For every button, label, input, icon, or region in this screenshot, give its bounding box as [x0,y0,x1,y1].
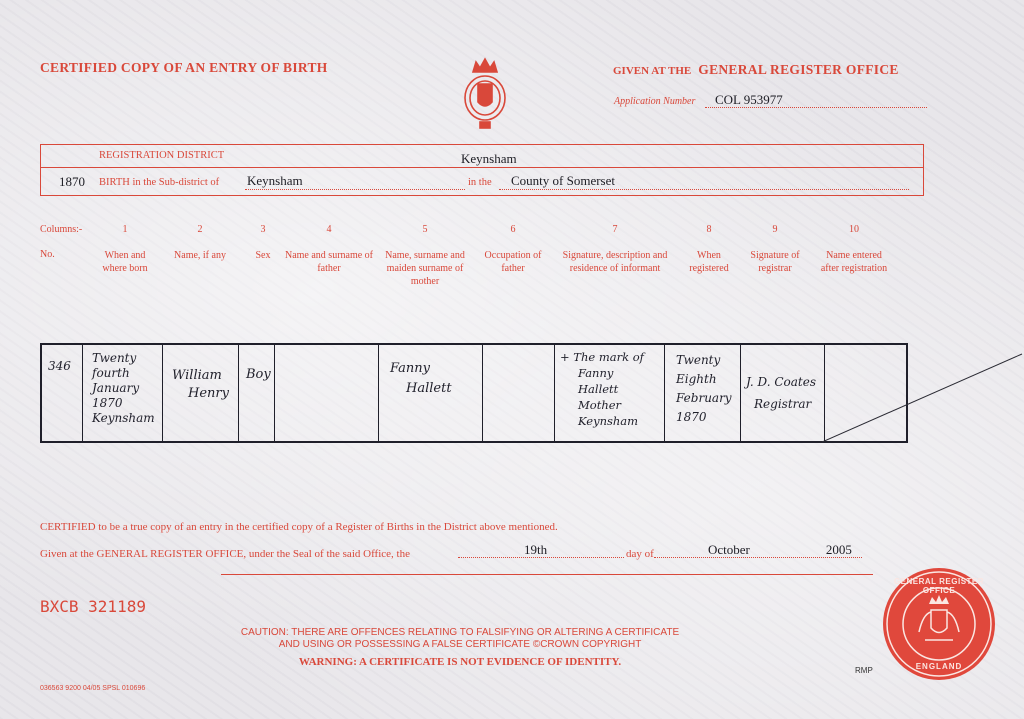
application-field [705,91,927,108]
serial-number: BXCB 321189 [40,597,146,616]
header-sex: Sex [255,250,271,261]
given-text: Given at the GENERAL REGISTER OFFICE, under the Seal of the said Office, the [40,548,410,560]
district-label: REGISTRATION DISTRICT [99,150,225,161]
header-occupation: Occupation of father [484,250,542,274]
application-label: Application Number [614,96,696,107]
royal-crest-icon [460,52,510,132]
certification-year: 2005 [825,542,852,557]
entry-year: 1870 [59,174,85,189]
header-name: Name, if any [174,250,226,261]
certification-rule [221,574,873,575]
columns-label: Columns:- [40,224,83,235]
seal-bottom-text: ENGLAND [915,662,963,671]
header-registrar: Signature of registrar [750,250,800,274]
certified-text: CERTIFIED to be a true copy of an entry in the certified copy of a Register of Births in the District above mentioned. [40,521,558,533]
column-number-2: 2 [197,224,203,235]
caution-notice [160,627,760,651]
warning-notice: WARNING: A CERTIFICATE IS NOT EVIDENCE OF IDENTITY. [298,656,622,668]
sub-district-field [245,172,465,190]
entry-child-name: William Henry [172,368,229,401]
column-number-5: 5 [422,224,428,235]
entry-informant: + The mark of Fanny Hallett Mother Keynsham [560,350,644,428]
column-number-8: 8 [706,224,712,235]
day-field [458,541,624,558]
column-number-3: 3 [260,224,266,235]
day-of-label: day of [626,548,654,560]
certification-month: October [708,542,750,557]
caution-line-1: CAUTION: THERE ARE OFFENCES RELATING TO FALSIFYING OR ALTERING A CERTIFICATE [240,627,680,638]
column-number-9: 9 [772,224,778,235]
entry-registrar: J. D. Coates Registrar [746,375,816,411]
county-value: County of Somerset [511,173,615,188]
entry-when-where: Twenty fourth January 1870 Keynsham [92,351,155,425]
in-the-label: in the [468,177,492,188]
header-father: Name and surname of father [284,250,374,274]
birth-entry-table [40,343,908,443]
caution-line-2: AND USING OR POSSESSING A FALSE CERTIFICATE ©CROWN COPYRIGHT [278,639,642,650]
header-informant: Signature, description and residence of informant [562,250,668,274]
column-number-6: 6 [510,224,516,235]
header-mother: Name, surname and maiden surname of mother [385,250,465,287]
certification-day: 19th [524,542,548,557]
entry-number: 346 [48,359,71,373]
month-year-field [654,541,862,558]
rmp-mark: RMP [855,666,873,675]
header-name-after: Name entered after registration [820,250,888,274]
birth-subdistrict-label: BIRTH in the Sub-district of [99,177,220,188]
application-number: COL 953977 [715,92,783,107]
sub-district-value: Keynsham [247,173,303,188]
column-number-7: 7 [612,224,618,235]
print-code: 036563 9200 04/05 SPSL 010696 [40,685,146,692]
given-at-prefix: GIVEN AT THE [613,65,692,77]
district-divider [41,167,923,168]
registration-district-box [40,144,924,196]
column-number-1: 1 [122,224,128,235]
office-name: GENERAL REGISTER OFFICE [698,62,899,77]
seal-top-text: GENERAL REGISTER OFFICE [893,577,985,595]
given-at-header [613,61,899,79]
column-number-4: 4 [326,224,332,235]
header-when-registered: When registered [689,250,729,274]
column-number-10: 10 [849,224,859,235]
cancellation-line [822,350,1024,446]
general-register-office-seal [883,568,995,680]
county-field [499,172,909,190]
no-label: No. [40,249,55,260]
entry-sex: Boy [246,367,271,382]
entry-registered: Twenty Eighth February 1870 [676,353,732,424]
district-value: Keynsham [461,151,517,166]
certificate-title: CERTIFIED COPY OF AN ENTRY OF BIRTH [40,60,328,75]
header-when-where-born: When and where born [102,250,148,274]
entry-mother: Fanny Hallett [390,361,452,396]
